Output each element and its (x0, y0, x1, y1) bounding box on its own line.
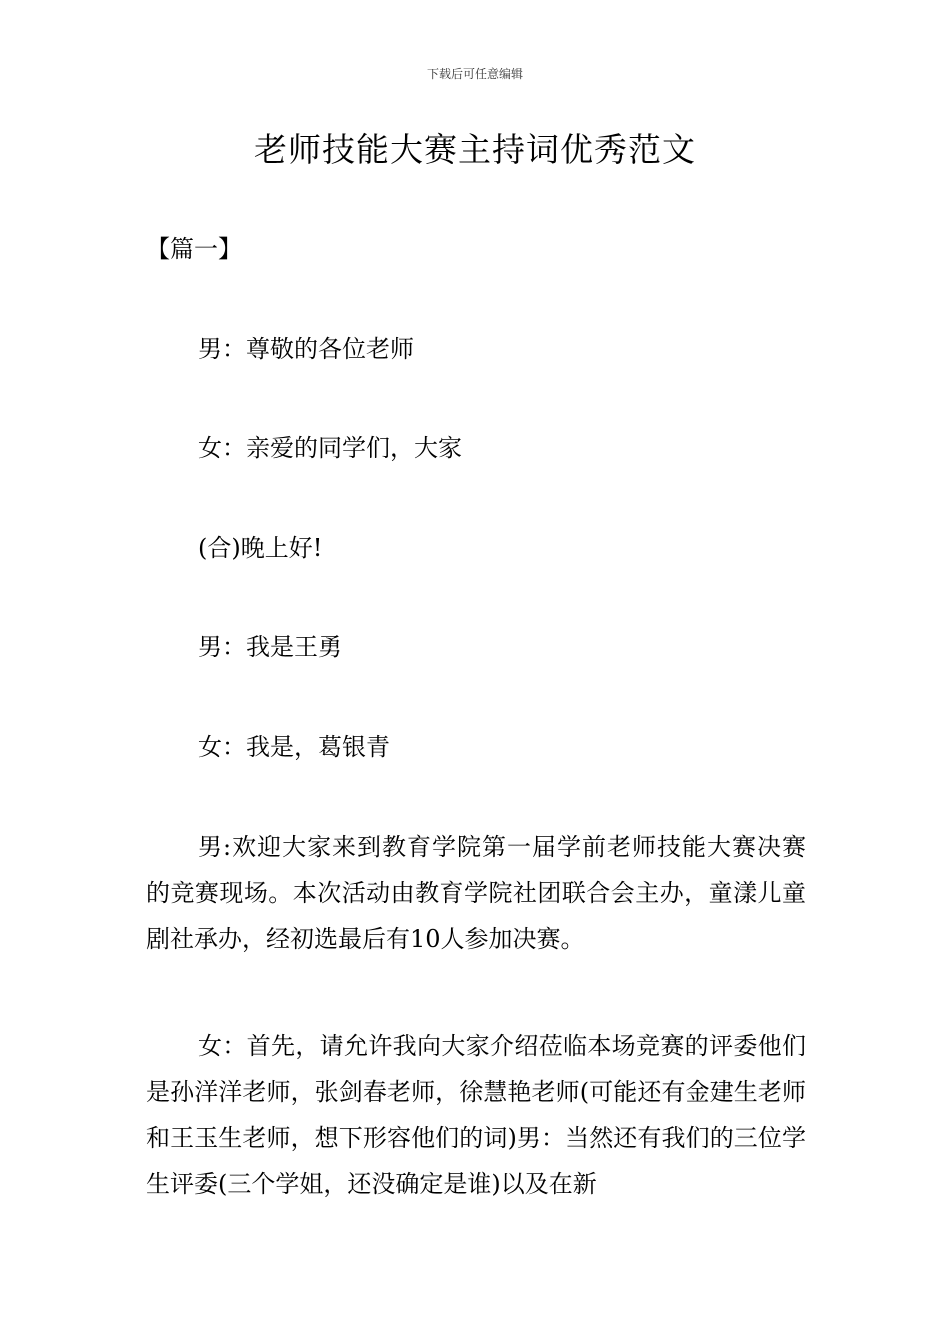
paragraph: 女：首先，请允许我向大家介绍莅临本场竞赛的评委他们是孙洋洋老师，张剑春老师，徐慧艳老师(可能还有金建生老师和王玉生老师，想下形容他们的词)男：当然还有我们的三位学生评委(三个学姐，还没确定是谁)以及在新 (146, 1032, 806, 1198)
paragraph: 男:欢迎大家来到教育学院第一届学前老师技能大赛决赛的竞赛现场。本次活动由教育学院社团联合会主办，童漾儿童剧社承办，经初选最后有10人参加决赛。 (146, 833, 806, 953)
document-title: 老师技能大赛主持词优秀范文 (254, 130, 696, 169)
paragraph: 女：我是，葛银青 (198, 733, 390, 761)
paragraph: (合)晚上好! (198, 534, 323, 562)
paragraph: 男：我是王勇 (198, 633, 342, 661)
paragraph: 女：亲爱的同学们，大家 (198, 434, 462, 462)
paragraph: 男：尊敬的各位老师 (198, 335, 414, 363)
header-note: 下载后可任意编辑 (426, 67, 523, 81)
section-label: 【篇一】 (146, 235, 242, 263)
